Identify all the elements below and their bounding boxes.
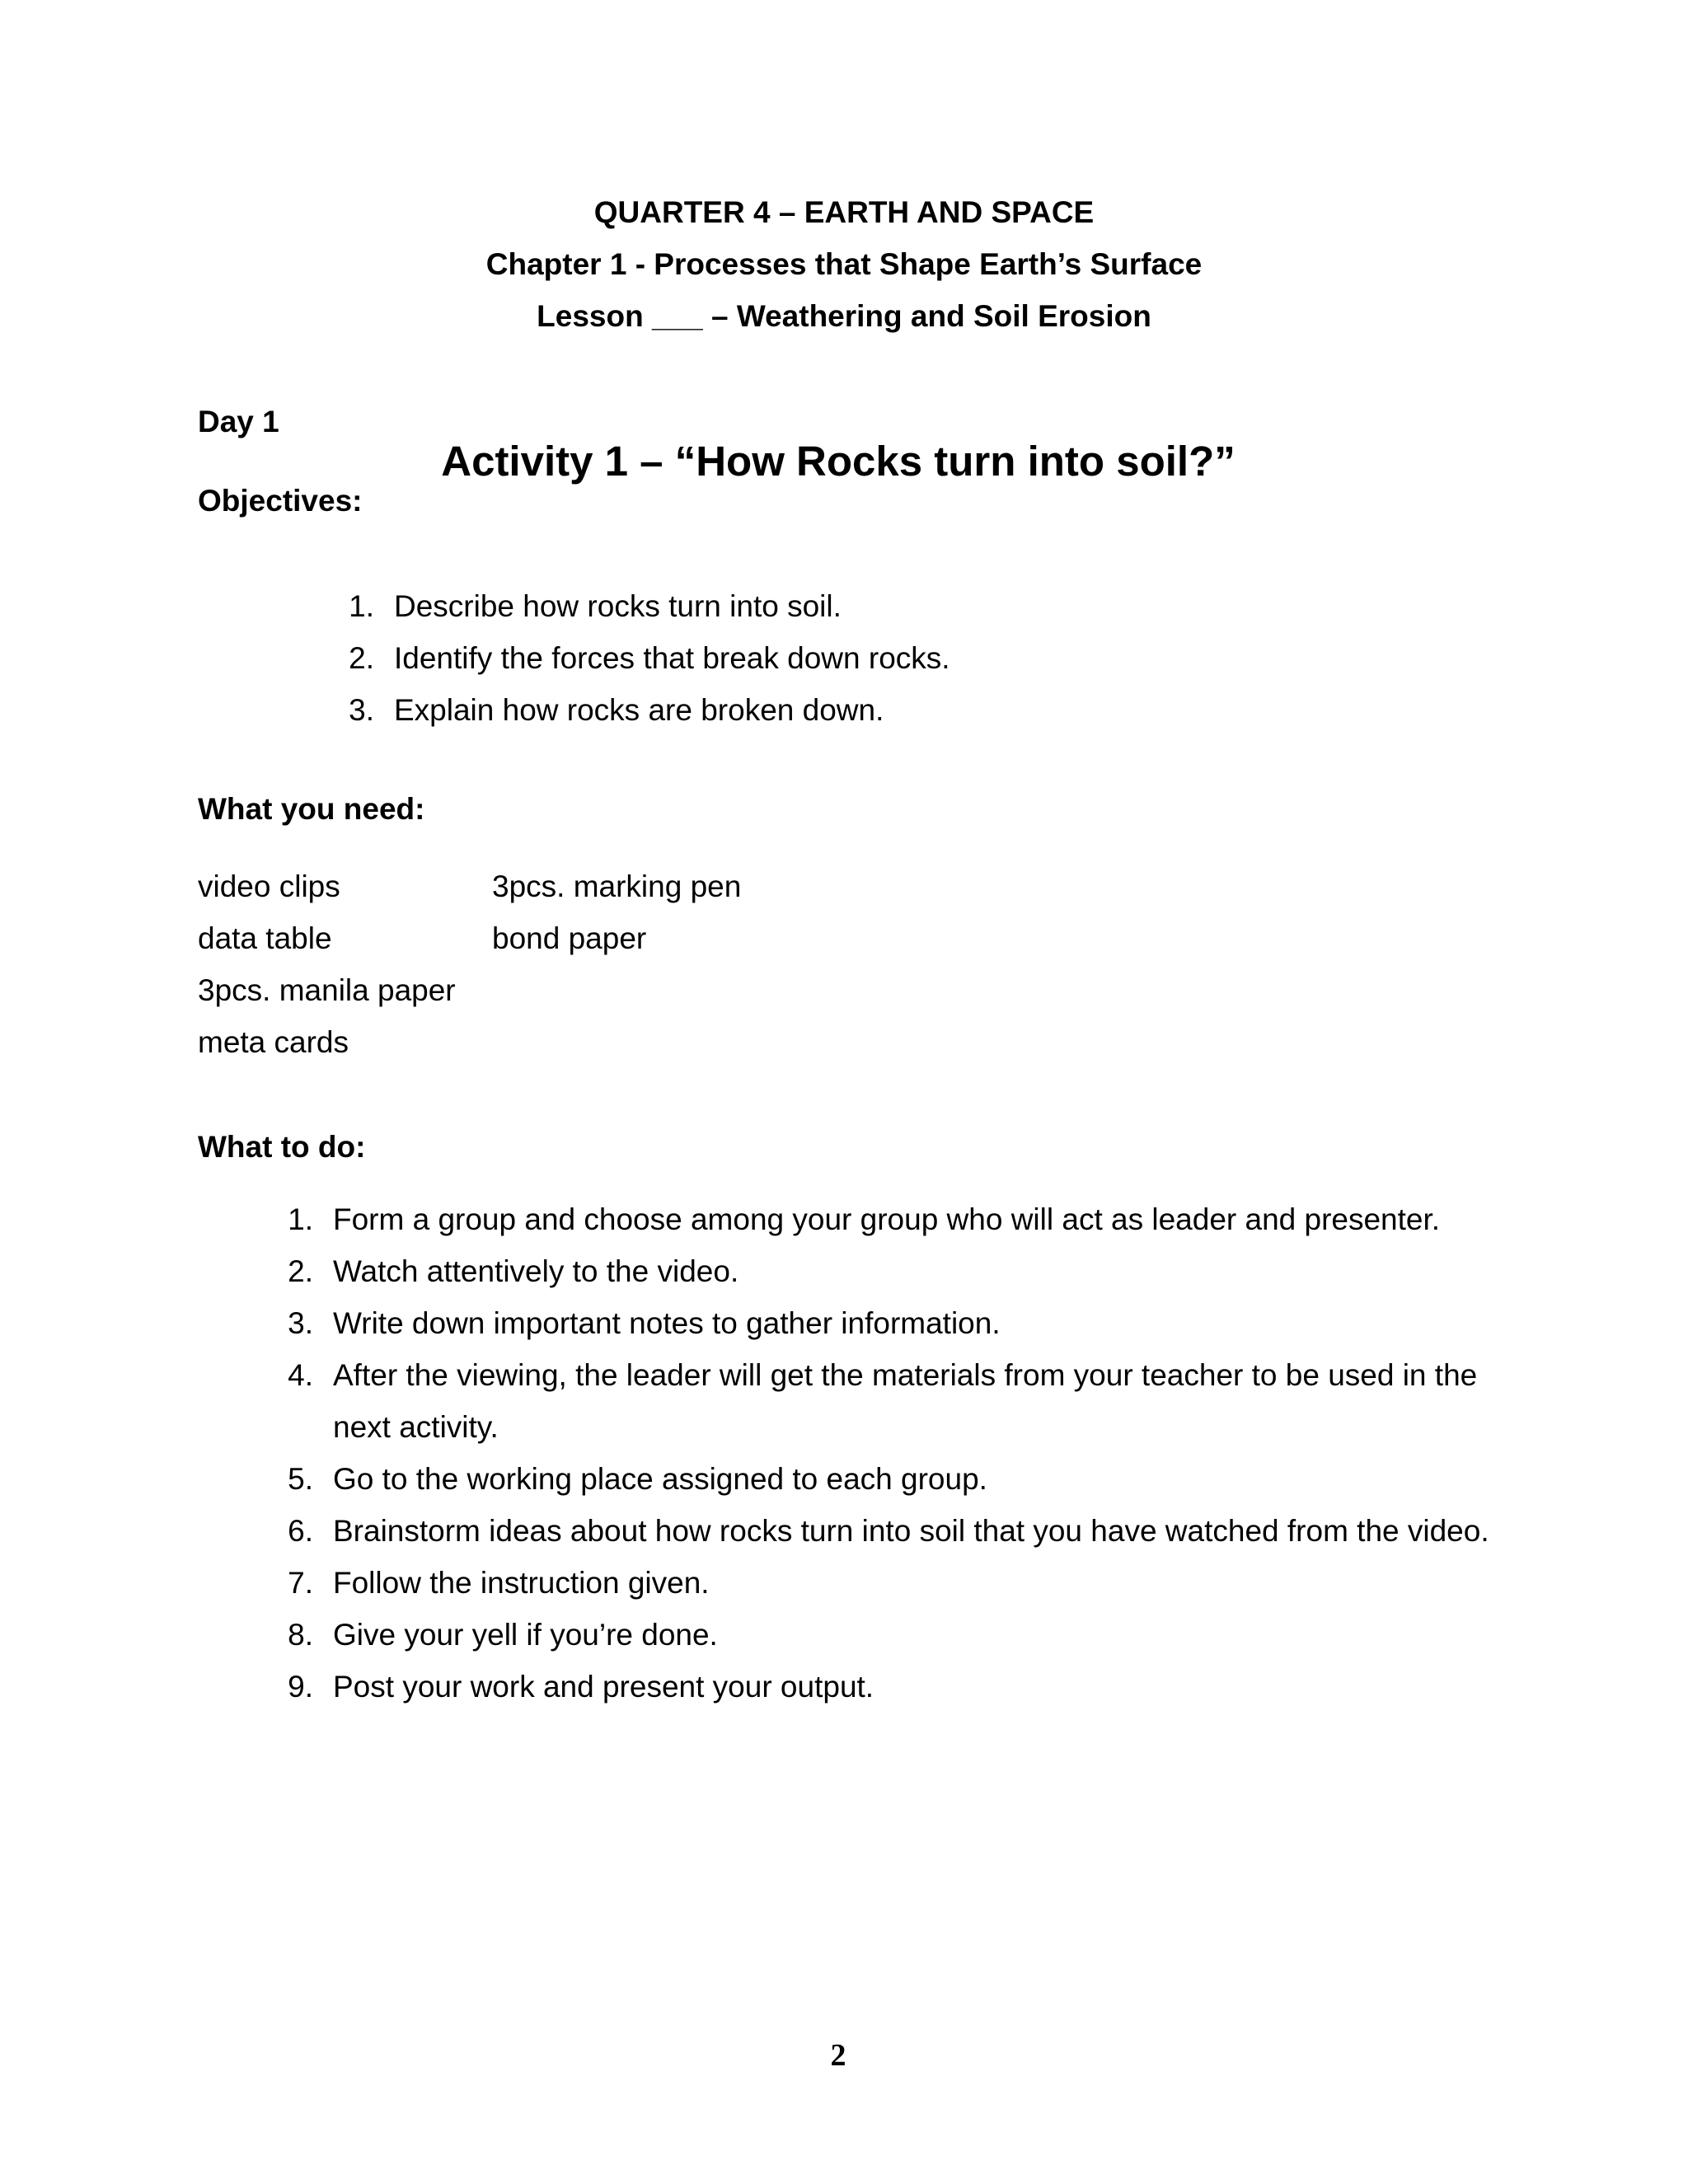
materials-label: What you need: [198,792,425,826]
list-text: Post your work and present your output. [333,1670,874,1704]
lesson-heading: Lesson ___ – Weathering and Soil Erosion [537,299,1151,333]
list-item [270,1453,1523,1505]
list-number: 8. [288,1618,313,1652]
list-item [270,1557,1523,1609]
material-item: data table [198,921,332,955]
list-number: 2. [349,641,374,675]
list-number: 6. [288,1514,313,1548]
list-item [331,632,1320,684]
material-item: meta cards [198,1025,349,1059]
list-item [331,684,1320,736]
chapter-heading: Chapter 1 - Processes that Shape Earth’s Surface [485,247,1203,281]
materials-list [198,860,1022,1075]
quarter-heading: QUARTER 4 – EARTH AND SPACE [593,195,1095,229]
list-text: Identify the forces that break down rocks. [394,641,950,675]
list-text: Give your yell if you’re done. [333,1618,718,1652]
page-number: 2 [830,2038,846,2073]
list-item [270,1193,1523,1245]
list-item [270,1609,1523,1661]
list-text: Describe how rocks turn into soil. [394,589,842,623]
procedure-label: What to do: [198,1130,366,1164]
list-item [270,1297,1523,1349]
material-item: video clips [198,869,340,903]
objectives-label: Objectives: [198,484,363,518]
list-number: 3. [288,1306,313,1340]
material-item: 3pcs. manila paper [198,973,456,1007]
list-text: Go to the working place assigned to each group. [333,1462,987,1496]
list-item [331,580,1320,632]
list-item [270,1505,1523,1557]
list-item [270,1349,1523,1453]
list-number: 5. [288,1462,313,1496]
list-text: After the viewing, the leader will get the materials from your teacher to be used in the next activity. [333,1358,1478,1444]
list-text: Form a group and choose among your group who will act as leader and presenter. [333,1202,1441,1236]
activity-title: Activity 1 – “How Rocks turn into soil?” [441,438,1236,485]
day-label: Day 1 [198,405,279,438]
list-number: 3. [349,693,374,727]
procedure-list [270,1193,1523,1713]
list-text: Follow the instruction given. [333,1566,710,1600]
list-number: 9. [288,1670,313,1704]
list-text: Watch attentively to the video. [333,1254,739,1288]
list-number: 7. [288,1566,313,1600]
list-item [270,1661,1523,1713]
objectives-list [331,580,1320,736]
list-item [270,1245,1523,1297]
list-text: Brainstorm ideas about how rocks turn into soil that you have watched from the video. [333,1514,1489,1548]
list-number: 1. [349,589,374,623]
list-text: Write down important notes to gather information. [333,1306,1001,1340]
list-text: Explain how rocks are broken down. [394,693,884,727]
list-number: 2. [288,1254,313,1288]
list-number: 4. [288,1358,313,1392]
list-number: 1. [288,1202,313,1236]
material-item: bond paper [492,921,647,955]
material-item: 3pcs. marking pen [492,869,742,903]
